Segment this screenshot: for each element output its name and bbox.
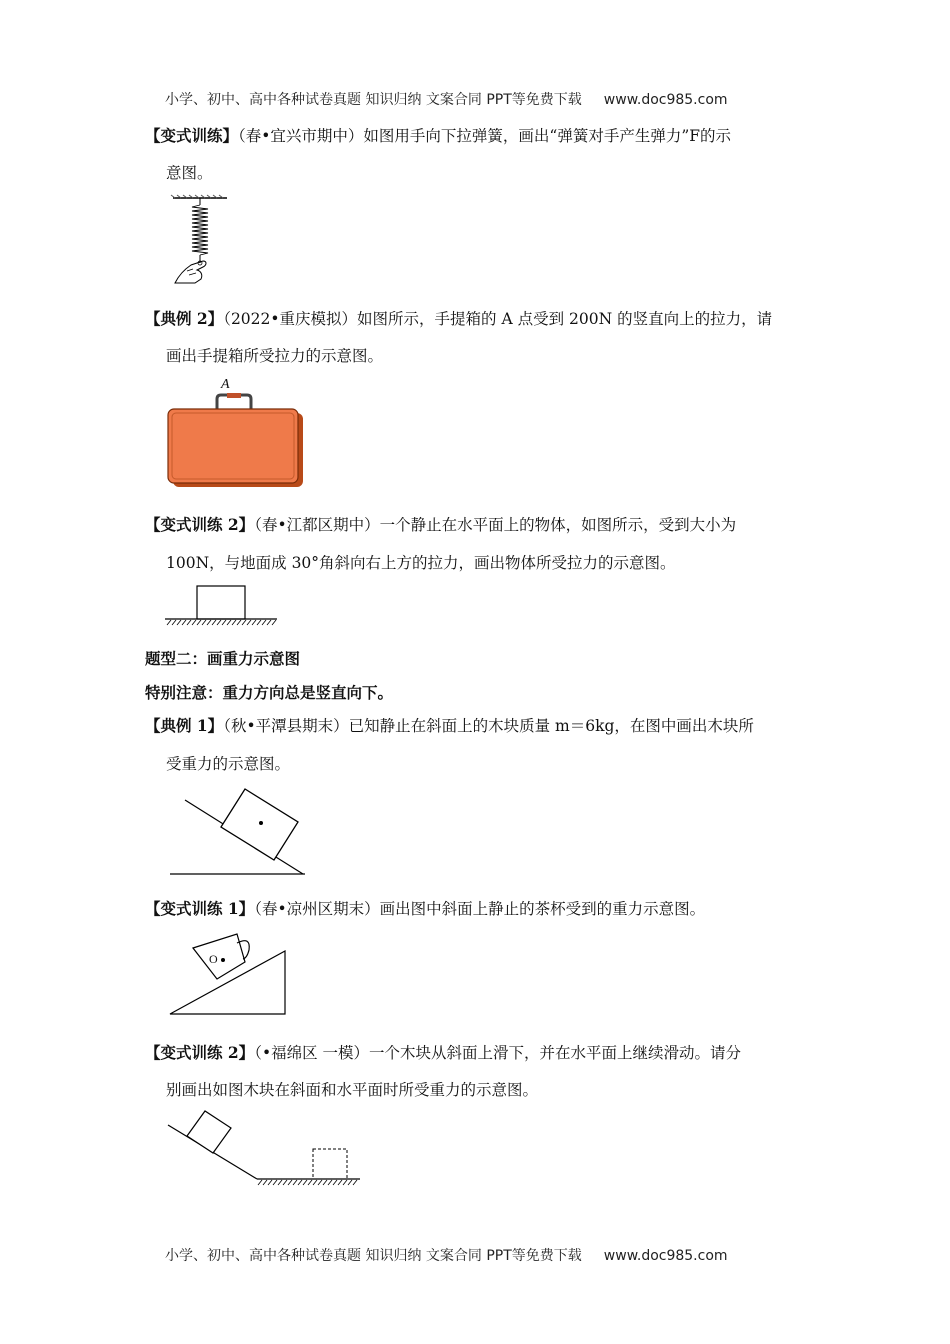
question-tag: 【变式训练 2】 — [145, 1043, 255, 1062]
question-text: （春•宜兴市期中）如图用手向下拉弹簧，画出“弹簧对手产生弹力”F的示 — [238, 127, 732, 145]
header-url[interactable]: www.doc985.com — [603, 92, 728, 108]
question-text: （春•江都区期中）一个静止在水平面上的物体，如图所示，受到大小为 — [254, 516, 737, 534]
footer-url[interactable]: www.doc985.com — [603, 1248, 728, 1264]
suitcase-figure — [165, 375, 305, 490]
page-footer — [165, 1245, 728, 1265]
question-tag: 【变式训练 1】 — [145, 899, 255, 918]
question-text: （秋•平潭县期末）已知静止在斜面上的木块质量 m＝6kg，在图中画出木块所 — [223, 717, 754, 735]
question-line-2: 别画出如图木块在斜面和水平面时所受重力的示意图。 — [166, 1081, 539, 1099]
question-tag: 【变式训练 2】 — [145, 515, 255, 534]
question-line — [145, 513, 736, 537]
point-o-label: O — [209, 952, 218, 966]
question-line — [145, 1041, 741, 1065]
section-title: 题型二：画重力示意图 — [145, 650, 301, 668]
block-on-incline-figure — [165, 785, 310, 880]
question-tag: 【典例 1】 — [145, 716, 224, 735]
sliding-block-figure — [165, 1108, 365, 1188]
question-tag: 【典例 2】 — [145, 309, 224, 328]
page-header — [165, 89, 728, 109]
footer-text: 小学、初中、高中各种试卷真题 知识归纳 文案合同 PPT等免费下载 — [165, 1248, 582, 1264]
question-text: （春•凉州区期末）画出图中斜面上静止的茶杯受到的重力示意图。 — [254, 900, 706, 918]
question-line-2: 受重力的示意图。 — [166, 755, 291, 773]
point-a-label: A — [221, 377, 230, 392]
question-text: （2022•重庆模拟）如图所示，手提箱的 A 点受到 200N 的竖直向上的拉力，请 — [223, 310, 773, 328]
header-text: 小学、初中、高中各种试卷真题 知识归纳 文案合同 PPT等免费下载 — [165, 92, 582, 108]
box-on-ground-figure — [165, 585, 280, 630]
cup-on-incline-figure — [165, 928, 290, 1018]
question-line — [145, 714, 754, 738]
section-note: 特别注意：重力方向总是竖直向下。 — [145, 684, 394, 702]
spring-hand-figure — [165, 195, 235, 290]
question-tag: 【变式训练】 — [145, 126, 239, 145]
question-line — [145, 897, 705, 921]
question-line-2: 100N，与地面成 30°角斜向右上方的拉力，画出物体所受拉力的示意图。 — [166, 554, 676, 572]
question-line-2: 意图。 — [166, 164, 213, 182]
question-line — [145, 124, 731, 148]
question-text: （•福绵区 一模）一个木块从斜面上滑下，并在水平面上继续滑动。请分 — [254, 1044, 742, 1062]
question-line-2: 画出手提箱所受拉力的示意图。 — [166, 347, 384, 365]
question-line — [145, 307, 772, 331]
